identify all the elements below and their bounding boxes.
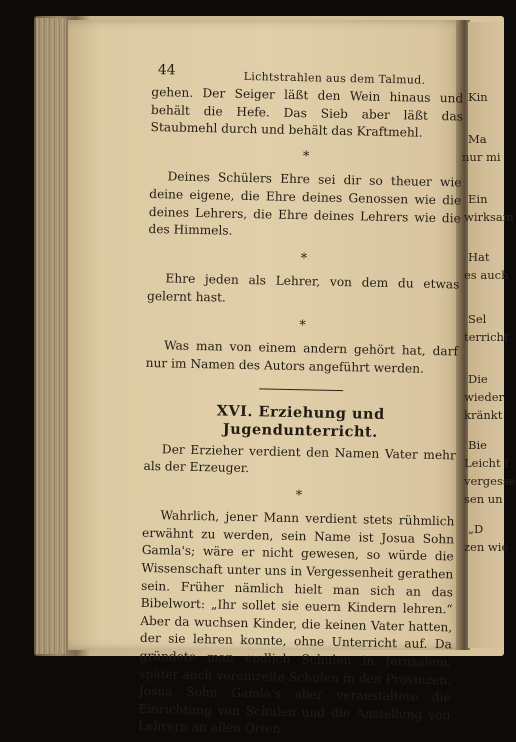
section-title: XVI. Erziehung und Jugendunterricht. [216, 402, 385, 441]
facing-fragment: Hat [468, 250, 490, 264]
paragraph: Der Erzieher verdient den Namen Vater mehr als der Erzeuger. [143, 441, 456, 476]
paragraph: Ehre jeden als Lehrer, von dem du etwas gelernt hast. [146, 271, 460, 305]
facing-fragment: nur mi [462, 150, 501, 164]
paragraph: Was man von einem andern gehört hat, darf nur im Namen des Autors angeführt werden. [145, 338, 459, 376]
paragraph: Deines Schülers Ehre sei dir so theuer wie deine eigene, die Ehre deines Genossen wie die deines Lehrers, die Ehre deines Lehrers wie die des Himmels. [148, 169, 462, 238]
facing-fragment: Leicht f [464, 456, 509, 470]
facing-fragment: Bie [468, 438, 487, 452]
facing-fragment: Ma [468, 132, 487, 146]
facing-fragment: Ein [468, 192, 488, 206]
page-number: 44 [157, 62, 176, 79]
facing-fragment: wieder [464, 390, 504, 404]
facing-fragment: kränkt [464, 408, 503, 422]
facing-fragment: Die [468, 372, 488, 386]
facing-fragment: „D [468, 522, 484, 536]
facing-fragment: Sel [468, 312, 487, 326]
facing-fragment: wirksam [464, 210, 514, 224]
facing-fragment: terricht [464, 330, 509, 344]
facing-fragment: vergesse [464, 474, 516, 488]
facing-fragment: zen wie [464, 540, 509, 554]
page-edges [36, 18, 66, 654]
carry-over-paragraph: gehen. Der Seiger läßt den Wein hinaus und behält die Hefe. Das Sieb aber läßt das Staubmehl durch und behält das Kraftmehl. [150, 84, 464, 140]
section-star: * [295, 487, 303, 503]
facing-page [462, 22, 516, 648]
paragraph: Wahrlich, jener Mann verdient stets rühmlich erwähnt zu werden, sein Name ist Josua Sohn Gamla's; wäre er nicht gewesen, so würde die Wissenschaft unter uns in Vergessenheit gerathen sein. Früher nämlich hielt man sich an das Bibelwort: „Ihr sollet sie euern Kindern lehren.“ Aber da wuchsen Kinder, die keinen Vater hatten, der sie lehren konnte, ohne Unterricht auf. Da gründete man endlich Schulen in Jerusalem; später auch vereinzelte Schulen in den Provinzen. Josua Sohn Gamla's aber veranstaltete die Einrichtung von Schulen und die Anstellung von Lehrern an allen Orten. [137, 508, 455, 737]
section-star: * [302, 148, 310, 165]
section-star: * [300, 250, 308, 267]
facing-fragment: Kin [468, 90, 488, 104]
page-text [138, 62, 464, 742]
facing-fragment: es auch [464, 268, 509, 282]
running-head: Lichtstrahlen aus dem Talmud. [243, 69, 426, 87]
section-star: * [299, 317, 306, 333]
section-divider [259, 389, 343, 392]
facing-fragment: sen un [464, 492, 503, 506]
